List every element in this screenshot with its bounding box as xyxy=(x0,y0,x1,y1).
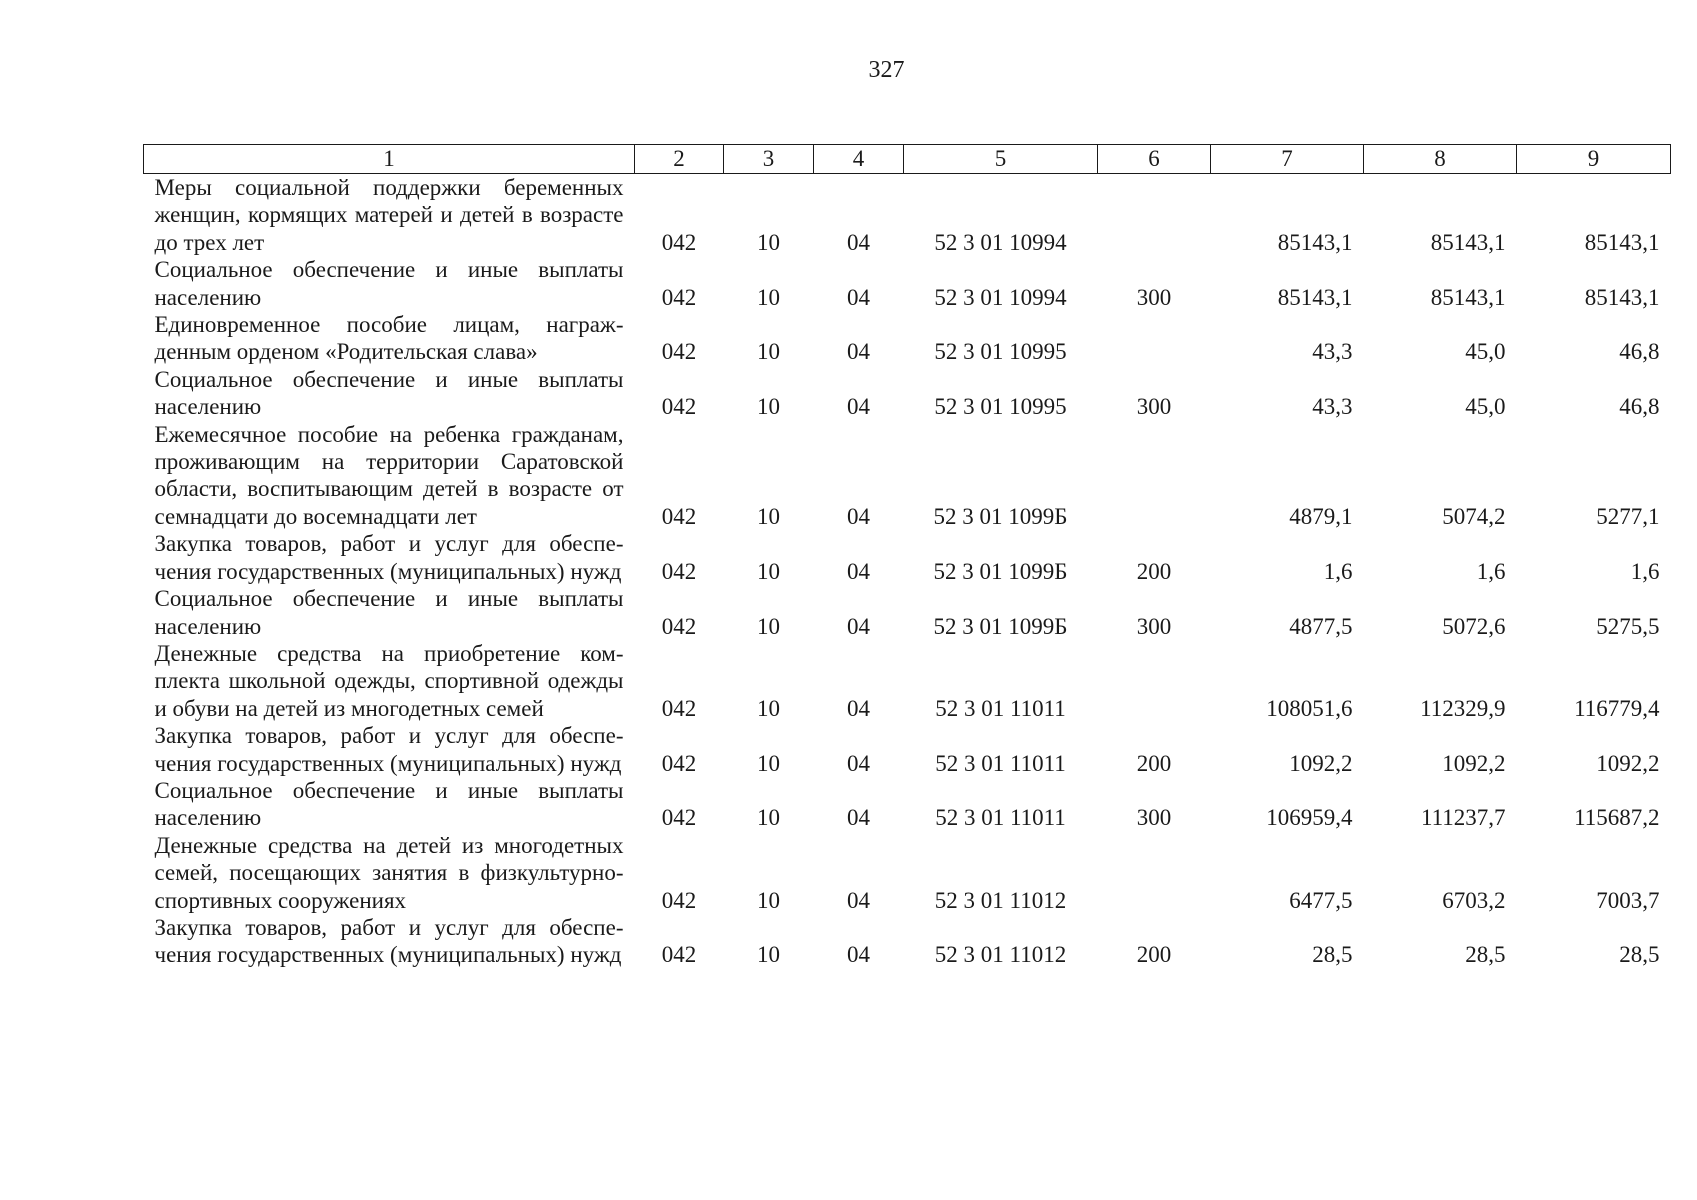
expense-type-code: 300 xyxy=(1136,394,1172,420)
column-header: 8 xyxy=(1364,145,1517,174)
column-header: 4 xyxy=(814,145,904,174)
amount-year-2: 1,6 xyxy=(1476,558,1506,584)
table-row xyxy=(144,174,1671,257)
table-row xyxy=(144,366,1671,421)
amount-year-3: 1,6 xyxy=(1630,558,1660,584)
ministry-code: 042 xyxy=(661,942,697,968)
target-article-code: 52 3 01 11012 xyxy=(934,942,1067,968)
amount-year-1: 4877,5 xyxy=(1289,613,1353,639)
section-code: 10 xyxy=(757,284,780,310)
table-row xyxy=(144,914,1671,969)
table-row xyxy=(144,832,1671,914)
amount-year-2: 111237,7 xyxy=(1420,805,1506,831)
row-name: Единовременное пособие лицам, награжденным орденом «Родительская слава» xyxy=(154,312,624,365)
table-row xyxy=(144,585,1671,640)
table-header-row xyxy=(144,145,1671,174)
budget-table xyxy=(143,144,1671,969)
column-header: 1 xyxy=(144,145,635,174)
row-name: Социальное обеспечение и иные выплаты населению xyxy=(154,257,624,310)
expense-type-code: 300 xyxy=(1136,805,1172,831)
table-row xyxy=(144,722,1671,777)
expense-type-code: 200 xyxy=(1136,558,1172,584)
subsection-code: 04 xyxy=(847,339,870,365)
table-row xyxy=(144,421,1671,531)
amount-year-2: 6703,2 xyxy=(1442,887,1506,913)
ministry-code: 042 xyxy=(661,394,697,420)
section-code: 10 xyxy=(757,503,780,529)
amount-year-3: 85143,1 xyxy=(1584,229,1660,255)
target-article-code: 52 3 01 10994 xyxy=(934,284,1067,310)
expense-type-code: 200 xyxy=(1136,942,1172,968)
amount-year-1: 1092,2 xyxy=(1289,750,1353,776)
row-name: Закупка товаров, работ и услуг для обеспечения государственных (муниципальных) нужд xyxy=(154,531,624,584)
amount-year-2: 5074,2 xyxy=(1442,503,1506,529)
target-article-code: 52 3 01 1099Б xyxy=(933,558,1068,584)
section-code: 10 xyxy=(757,750,780,776)
section-code: 10 xyxy=(757,887,780,913)
subsection-code: 04 xyxy=(847,942,870,968)
amount-year-3: 46,8 xyxy=(1619,339,1660,365)
target-article-code: 52 3 01 11011 xyxy=(935,750,1066,776)
expense-type-code xyxy=(1098,832,1211,914)
row-name: Денежные средства на детей из многодетных семей, посещающих занятия в физкультурно-спортивных сооружениях xyxy=(154,832,624,913)
expense-type-code xyxy=(1098,640,1211,722)
expense-type-code: 300 xyxy=(1136,613,1172,639)
ministry-code: 042 xyxy=(661,558,697,584)
expense-type-code xyxy=(1098,311,1211,366)
amount-year-1: 28,5 xyxy=(1312,942,1353,968)
ministry-code: 042 xyxy=(661,284,697,310)
row-name: Социальное обеспечение и иные выплаты населению xyxy=(154,777,624,831)
row-name: Ежемесячное пособие на ребенка гражданам, проживающим на территории Саратовской области, воспитывающим детей в возрасте от семнадцати до восемнадцати лет xyxy=(154,421,624,529)
amount-year-2: 5072,6 xyxy=(1442,613,1506,639)
section-code: 10 xyxy=(757,339,780,365)
column-header: 5 xyxy=(904,145,1098,174)
amount-year-3: 7003,7 xyxy=(1596,887,1660,913)
column-header: 9 xyxy=(1517,145,1671,174)
amount-year-1: 1,6 xyxy=(1323,558,1353,584)
section-code: 10 xyxy=(757,394,780,420)
row-name: Закупка товаров, работ и услуг для обеспечения государственных (муниципальных) нужд xyxy=(154,723,624,776)
table-row xyxy=(144,311,1671,366)
section-code: 10 xyxy=(757,613,780,639)
subsection-code: 04 xyxy=(847,284,870,310)
ministry-code: 042 xyxy=(661,229,697,255)
amount-year-1: 108051,6 xyxy=(1266,695,1353,721)
amount-year-1: 85143,1 xyxy=(1277,284,1353,310)
subsection-code: 04 xyxy=(847,503,870,529)
row-name: Меры социальной поддержки беременных женщин, кормящих матерей и детей в возрасте до трех лет xyxy=(154,175,624,255)
subsection-code: 04 xyxy=(847,805,870,831)
expense-type-code: 300 xyxy=(1136,284,1172,310)
amount-year-1: 6477,5 xyxy=(1289,887,1353,913)
ministry-code: 042 xyxy=(661,695,697,721)
page-number: 327 xyxy=(868,57,905,83)
ministry-code: 042 xyxy=(661,613,697,639)
table-body xyxy=(144,174,1671,969)
amount-year-3: 115687,2 xyxy=(1574,805,1660,831)
amount-year-2: 28,5 xyxy=(1465,942,1506,968)
subsection-code: 04 xyxy=(847,887,870,913)
amount-year-2: 45,0 xyxy=(1465,339,1506,365)
amount-year-1: 43,3 xyxy=(1312,339,1353,365)
section-code: 10 xyxy=(757,229,780,255)
table-row xyxy=(144,777,1671,832)
expense-type-code: 200 xyxy=(1136,750,1172,776)
subsection-code: 04 xyxy=(847,695,870,721)
amount-year-1: 43,3 xyxy=(1312,394,1353,420)
target-article-code: 52 3 01 11011 xyxy=(935,805,1066,831)
subsection-code: 04 xyxy=(847,750,870,776)
section-code: 10 xyxy=(757,695,780,721)
subsection-code: 04 xyxy=(847,229,870,255)
target-article-code: 52 3 01 10994 xyxy=(934,229,1067,255)
amount-year-3: 1092,2 xyxy=(1596,750,1660,776)
amount-year-1: 85143,1 xyxy=(1277,229,1353,255)
amount-year-3: 5275,5 xyxy=(1596,613,1660,639)
column-header: 2 xyxy=(635,145,724,174)
amount-year-3: 5277,1 xyxy=(1596,503,1660,529)
ministry-code: 042 xyxy=(661,339,697,365)
row-name: Денежные средства на приобретение комплекта школьной одежды, спортивной одежды и обуви на детей из многодетных семей xyxy=(154,640,624,721)
target-article-code: 52 3 01 11012 xyxy=(934,887,1067,913)
target-article-code: 52 3 01 1099Б xyxy=(933,613,1068,639)
amount-year-3: 28,5 xyxy=(1619,942,1660,968)
amount-year-3: 116779,4 xyxy=(1574,695,1660,721)
table-row xyxy=(144,640,1671,722)
ministry-code: 042 xyxy=(661,887,697,913)
amount-year-3: 85143,1 xyxy=(1584,284,1660,310)
amount-year-1: 106959,4 xyxy=(1266,805,1353,831)
amount-year-2: 85143,1 xyxy=(1430,284,1506,310)
table-row xyxy=(144,530,1671,585)
section-code: 10 xyxy=(757,558,780,584)
amount-year-1: 4879,1 xyxy=(1289,503,1353,529)
amount-year-2: 1092,2 xyxy=(1442,750,1506,776)
target-article-code: 52 3 01 10995 xyxy=(934,394,1067,420)
target-article-code: 52 3 01 11011 xyxy=(935,695,1066,721)
target-article-code: 52 3 01 10995 xyxy=(934,339,1067,365)
subsection-code: 04 xyxy=(847,613,870,639)
subsection-code: 04 xyxy=(847,558,870,584)
amount-year-2: 45,0 xyxy=(1465,394,1506,420)
expense-type-code xyxy=(1098,421,1211,531)
column-header: 6 xyxy=(1098,145,1211,174)
expense-type-code xyxy=(1098,174,1211,257)
column-header: 7 xyxy=(1211,145,1364,174)
column-header: 3 xyxy=(724,145,814,174)
subsection-code: 04 xyxy=(847,394,870,420)
ministry-code: 042 xyxy=(661,805,697,831)
row-name: Социальное обеспечение и иные выплаты населению xyxy=(154,366,624,420)
amount-year-3: 46,8 xyxy=(1619,394,1660,420)
amount-year-2: 85143,1 xyxy=(1430,229,1506,255)
ministry-code: 042 xyxy=(661,750,697,776)
section-code: 10 xyxy=(757,805,780,831)
row-name: Социальное обеспечение и иные выплаты населению xyxy=(154,586,624,639)
section-code: 10 xyxy=(757,942,780,968)
row-name: Закупка товаров, работ и услуг для обеспечения государственных (муниципальных) нужд xyxy=(154,914,624,968)
amount-year-2: 112329,9 xyxy=(1420,695,1506,721)
ministry-code: 042 xyxy=(661,503,697,529)
target-article-code: 52 3 01 1099Б xyxy=(933,503,1068,529)
table-row xyxy=(144,256,1671,311)
